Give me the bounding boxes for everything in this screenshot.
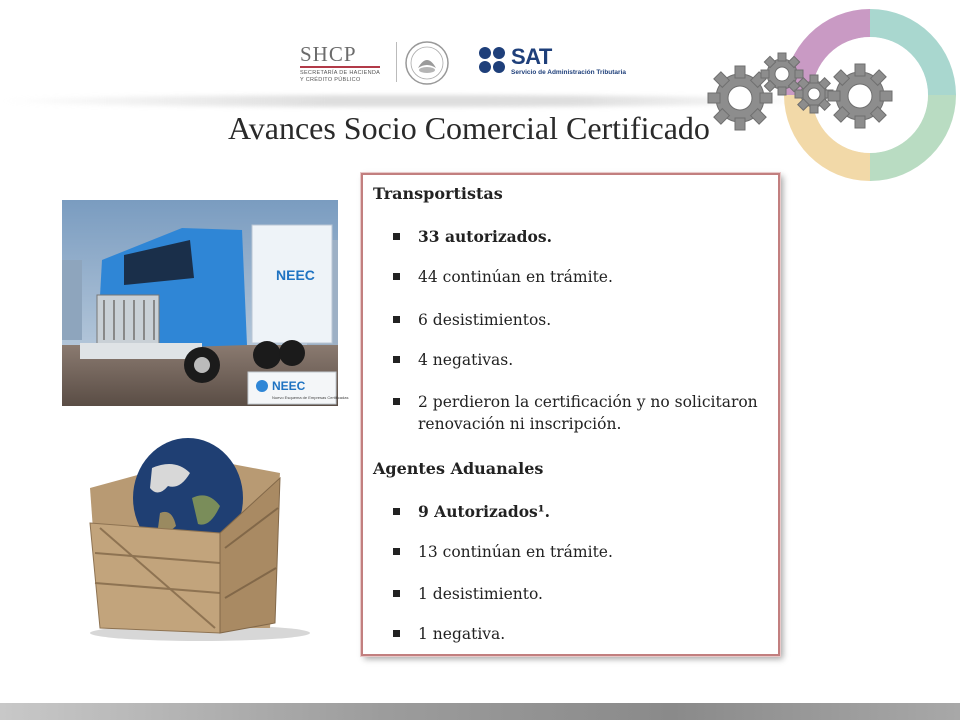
truck-photo — [62, 200, 349, 406]
list-item-text: 1 desistimiento. — [418, 585, 543, 603]
list-item-text: 2 perdieron la certificación y no solicitaron renovación ni inscripción. — [418, 393, 758, 433]
list-item-text: 4 negativas. — [418, 351, 514, 369]
bullet-icon — [393, 233, 400, 240]
section-heading-transportistas: Transportistas — [373, 184, 503, 203]
list-item-text: 9 Autorizados¹. — [418, 502, 550, 521]
gears-wheel-graphic — [700, 0, 960, 195]
bullet-icon — [393, 273, 400, 280]
bullet-icon — [393, 548, 400, 555]
list-item-text: 33 autorizados. — [418, 227, 552, 246]
bullet-icon — [393, 590, 400, 597]
list-item-text: 6 desistimientos. — [418, 311, 552, 329]
slide-title: Avances Socio Comercial Certificado — [228, 110, 710, 146]
footer-bar — [0, 703, 960, 720]
bullet-icon — [393, 508, 400, 515]
content-panel — [361, 173, 780, 656]
national-seal-icon — [404, 40, 450, 86]
truck-badge-subtext: Nuevo Esquema de Empresas Certificadas — [272, 395, 349, 400]
sat-logo-text: SAT — [511, 44, 552, 69]
globe-crate-photo — [80, 428, 320, 640]
shcp-logo — [300, 44, 390, 84]
shcp-logo-rule — [300, 66, 380, 68]
list-item-text: 44 continúan en trámite. — [418, 268, 613, 286]
logo-divider — [396, 42, 397, 82]
header-swoosh — [0, 95, 820, 107]
svg-text:NEEC: NEEC — [276, 267, 315, 283]
shcp-logo-text: SHCP — [300, 42, 357, 66]
bullet-icon — [393, 356, 400, 363]
truck-badge-text: NEEC — [272, 379, 306, 393]
bullet-icon — [393, 316, 400, 323]
bullet-icon — [393, 630, 400, 637]
shcp-subtext-line1: SECRETARÍA DE HACIENDA — [300, 70, 381, 76]
bullet-icon — [393, 398, 400, 405]
sat-logo-icon — [478, 46, 508, 76]
list-item-text: 13 continúan en trámite. — [418, 543, 613, 561]
sat-subtext: Servicio de Administración Tributaria — [511, 69, 626, 76]
list-item-text: 1 negativa. — [418, 625, 506, 643]
section-heading-agentes-aduanales: Agentes Aduanales — [373, 459, 544, 478]
shcp-subtext-line2: Y CRÉDITO PÚBLICO — [300, 77, 361, 83]
